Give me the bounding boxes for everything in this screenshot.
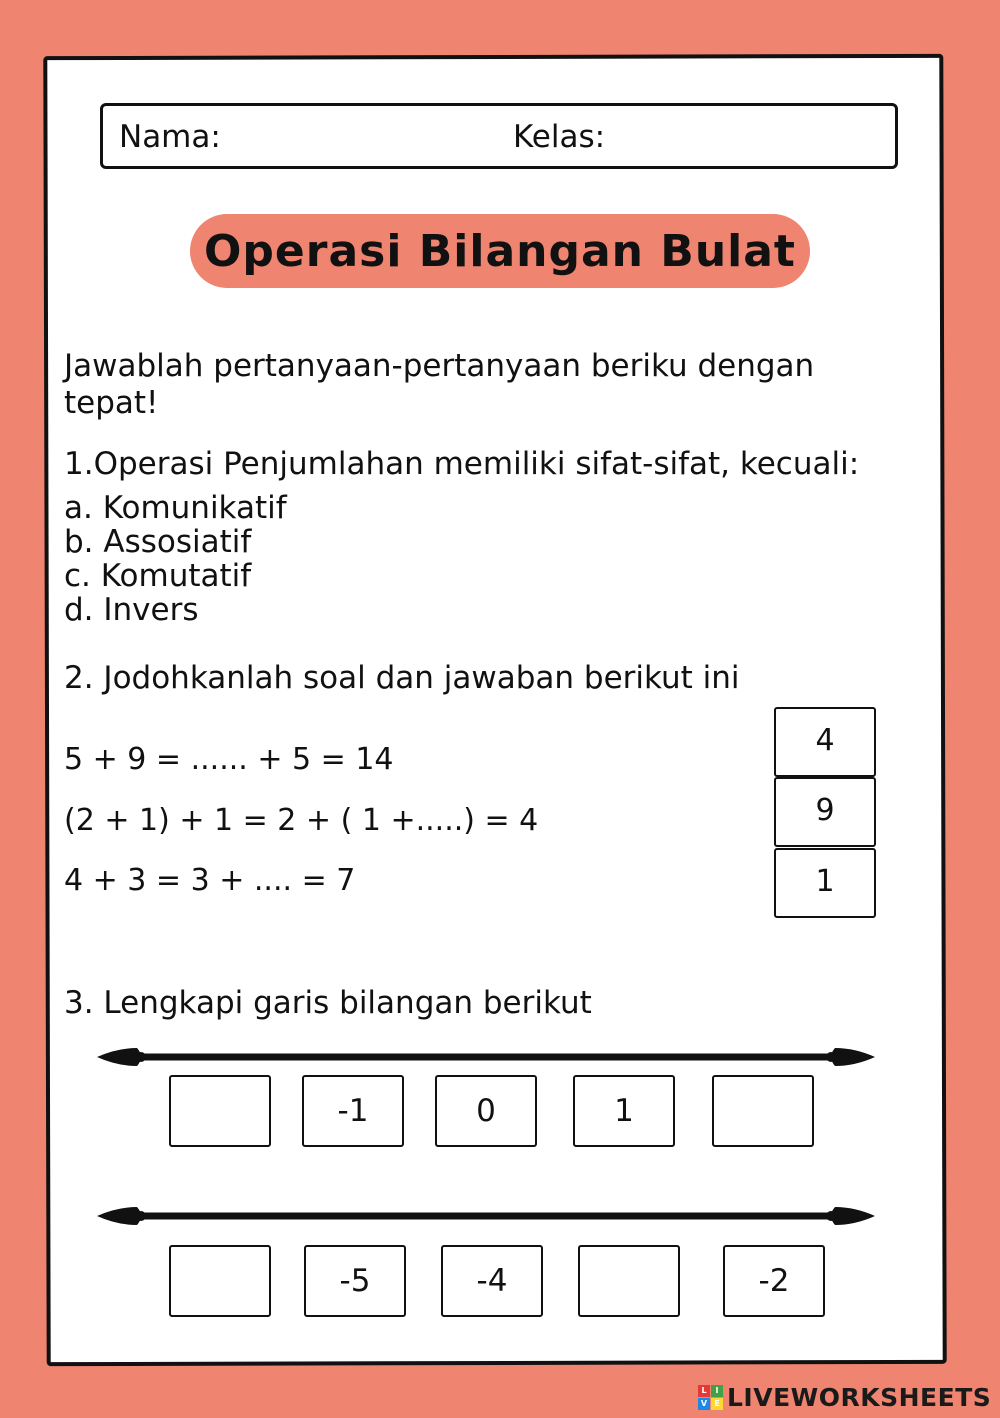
question-1-text: 1.Operasi Penjumlahan memiliki sifat-sifat, kecuali: xyxy=(64,446,860,482)
number-line-2-box-3[interactable]: -4 xyxy=(441,1245,543,1317)
answer-box-3[interactable]: 1 xyxy=(774,848,876,918)
equation-3: 4 + 3 = 3 + .... = 7 xyxy=(64,863,356,898)
liveworksheets-brand xyxy=(698,1382,991,1412)
instruction-line-2: tepat! xyxy=(64,385,159,421)
liveworksheets-logo-icon xyxy=(698,1385,723,1410)
number-line-1-box-3[interactable]: 0 xyxy=(435,1075,537,1147)
question-2-text: 2. Jodohkanlah soal dan jawaban berikut ini xyxy=(64,660,740,696)
name-class-box xyxy=(100,103,898,169)
instruction-line-1: Jawablah pertanyaan-pertanyaan beriku dengan xyxy=(64,348,815,384)
logo-letter-v: V xyxy=(698,1398,710,1410)
number-line-1 xyxy=(95,1042,877,1072)
equation-1: 5 + 9 = ...... + 5 = 14 xyxy=(64,742,394,777)
logo-letter-e: E xyxy=(711,1398,723,1410)
question-1-option-c[interactable]: c. Komutatif xyxy=(64,558,252,594)
logo-letter-i: I xyxy=(711,1385,723,1397)
liveworksheets-text: LIVEWORKSHEETS xyxy=(727,1382,992,1412)
number-line-1-box-1[interactable] xyxy=(169,1075,271,1147)
title-banner xyxy=(190,214,810,288)
number-line-1-box-4[interactable]: 1 xyxy=(573,1075,675,1147)
question-1-option-a[interactable]: a. Komunikatif xyxy=(64,490,287,526)
number-line-1-box-2[interactable]: -1 xyxy=(302,1075,404,1147)
question-3-text: 3. Lengkapi garis bilangan berikut xyxy=(64,985,592,1021)
number-line-2-box-4[interactable] xyxy=(578,1245,680,1317)
number-line-2 xyxy=(95,1201,877,1231)
question-1-option-b[interactable]: b. Assosiatif xyxy=(64,524,252,560)
equation-2: (2 + 1) + 1 = 2 + ( 1 +.....) = 4 xyxy=(64,803,539,838)
number-line-1-box-5[interactable] xyxy=(712,1075,814,1147)
answer-box-1[interactable]: 4 xyxy=(774,707,876,777)
question-1-option-d[interactable]: d. Invers xyxy=(64,592,199,628)
logo-letter-l: L xyxy=(698,1385,710,1397)
class-label: Kelas: xyxy=(513,119,606,155)
answer-box-2[interactable]: 9 xyxy=(774,777,876,847)
number-line-2-box-5[interactable]: -2 xyxy=(723,1245,825,1317)
number-line-2-box-1[interactable] xyxy=(169,1245,271,1317)
number-line-2-box-2[interactable]: -5 xyxy=(304,1245,406,1317)
name-label: Nama: xyxy=(119,119,221,155)
page-title: Operasi Bilangan Bulat xyxy=(204,225,796,277)
